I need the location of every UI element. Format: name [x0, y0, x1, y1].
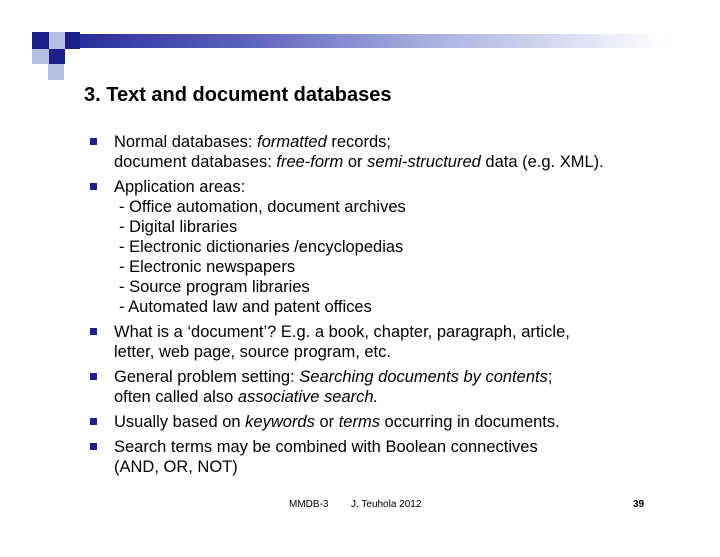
bullet-list	[88, 132, 708, 482]
bullet-square-icon	[90, 373, 97, 380]
bullet-square-icon	[90, 443, 97, 450]
sub-item: - Office automation, document archives	[119, 198, 406, 216]
bullet-item: Usually based on keywords or terms occurring in documents.	[88, 412, 708, 432]
sub-item: - Electronic dictionaries /encyclopedias	[119, 238, 404, 256]
bullet-square-icon	[90, 328, 97, 335]
footer-course: MMDB-3	[289, 499, 329, 510]
header-bar	[80, 34, 720, 48]
deco-square	[65, 32, 80, 49]
bullet-item: What is a ‘document’? E.g. a book, chapter, paragraph, article, letter, web page, source program, etc.	[88, 322, 708, 362]
deco-square	[32, 49, 49, 64]
sub-item: - Automated law and patent offices	[119, 298, 372, 316]
bullet-square-icon	[90, 183, 97, 190]
slide-title: 3. Text and document databases	[84, 84, 392, 106]
bullet-square-icon	[90, 418, 97, 425]
bullet-square-icon	[90, 138, 97, 145]
deco-square	[49, 49, 65, 64]
bullet-item: General problem setting: Searching documents by contents; often called also associative search.	[88, 367, 708, 407]
bullet-item: Normal databases: formatted records; document databases: free-form or semi-structured data (e.g. XML).	[88, 132, 708, 172]
deco-square	[48, 64, 64, 80]
sub-item: - Electronic newspapers	[119, 258, 296, 276]
footer-author: J. Teuhola 2012	[351, 499, 422, 510]
bullet-item: Search terms may be combined with Boolean connectives (AND, OR, NOT)	[88, 437, 708, 477]
sub-item: - Digital libraries	[119, 218, 238, 236]
bullet-item: Application areas: - Office automation, document archives - Digital libraries - Electronic dictionaries /encyclopedias - Electronic newspapers - Source program libraries - Automated law and patent offices	[88, 177, 708, 317]
deco-square	[32, 32, 49, 49]
deco-square	[49, 32, 65, 49]
sub-item: - Source program libraries	[119, 278, 310, 296]
page-number: 39	[633, 499, 645, 510]
